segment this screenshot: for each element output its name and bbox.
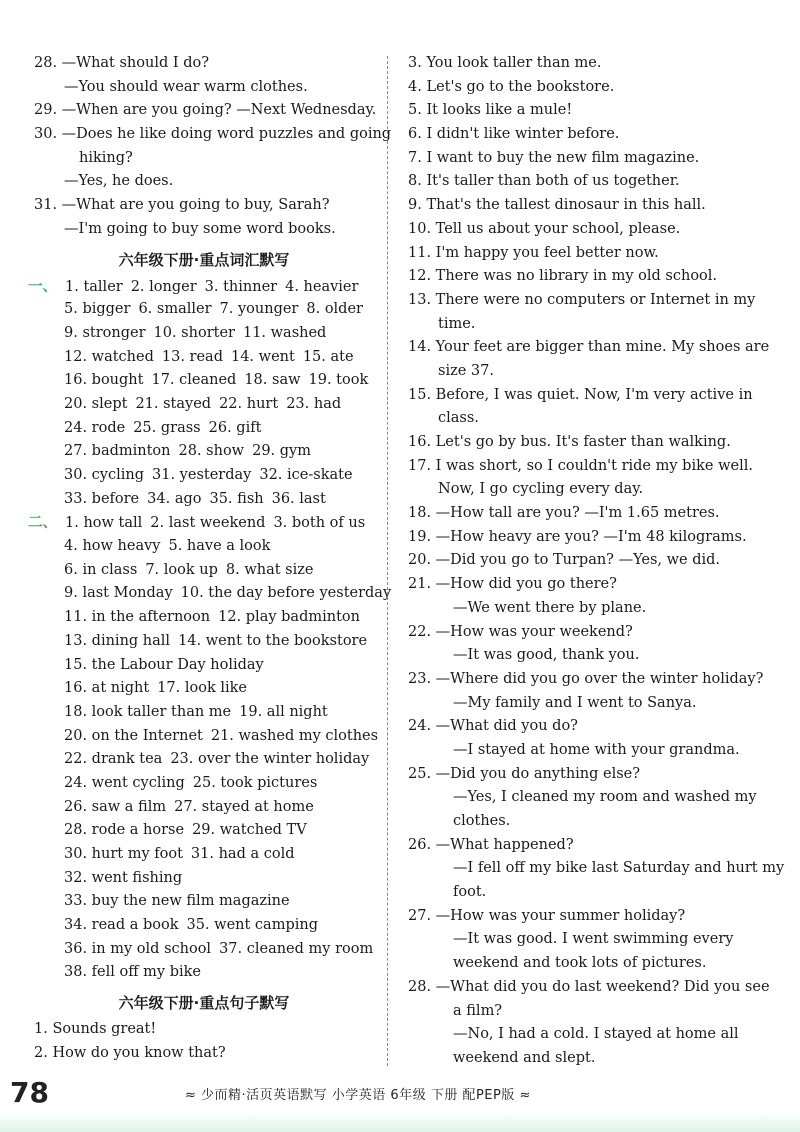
word-item: 32. went fishing bbox=[64, 869, 183, 886]
word-item: 38. fell off my bike bbox=[64, 964, 201, 981]
word-item: 2. last weekend bbox=[150, 515, 266, 532]
sentence-line: 18. —How tall are you? —I'm 1.65 metres. bbox=[408, 505, 720, 522]
sentence-line: weekend and took lots of pictures. bbox=[453, 955, 707, 972]
word-item: 18. look taller than me bbox=[64, 703, 232, 720]
sentence-line: 9. That's the tallest dinosaur in this hall. bbox=[408, 197, 706, 214]
word-row bbox=[34, 725, 379, 749]
word-item: 31. had a cold bbox=[190, 846, 295, 862]
word-item: 19. all night bbox=[239, 703, 328, 720]
word-row bbox=[34, 393, 374, 417]
word-item: 3. thinner bbox=[204, 278, 278, 295]
word-item: 5. have a look bbox=[168, 538, 271, 555]
sentence-line: 6. I didn't like winter before. bbox=[408, 126, 620, 143]
word-item: 5. bigger bbox=[64, 301, 131, 318]
word-row bbox=[34, 938, 374, 962]
footer-wave-decoration bbox=[0, 1112, 800, 1132]
word-item: 10. the day before yesterday bbox=[180, 585, 392, 602]
word-item: 7. look up bbox=[145, 561, 218, 578]
word-row bbox=[34, 535, 374, 559]
word-item: 25. took pictures bbox=[192, 774, 318, 791]
sentence-line: a film? bbox=[453, 1002, 503, 1019]
sentence-line: class. bbox=[438, 410, 479, 427]
sentence-line: size 37. bbox=[438, 362, 494, 379]
sentence-line: —You should wear warm clothes. bbox=[64, 78, 308, 95]
word-item: 29. gym bbox=[252, 443, 311, 460]
word-row bbox=[34, 488, 374, 512]
sentence-line: 14. Your feet are bigger than mine. My shoes are bbox=[408, 339, 770, 356]
sentence-line: 20. —Did you go to Turpan? —Yes, we did. bbox=[408, 552, 721, 569]
sentence-line: 4. Let's go to the bookstore. bbox=[408, 78, 615, 95]
word-item: 37. cleaned my room bbox=[219, 940, 374, 957]
sentence-line: 29. —When are you going? —Next Wednesday. bbox=[34, 102, 377, 119]
word-item: 20. on the Internet bbox=[64, 727, 203, 744]
word-row bbox=[34, 582, 392, 606]
word-item: 32. ice-skate bbox=[259, 467, 353, 483]
word-item: 26. saw a film bbox=[64, 798, 167, 815]
sentence-line: 10. Tell us about your school, please. bbox=[408, 220, 681, 237]
word-item: 27. badminton bbox=[64, 443, 171, 460]
word-row bbox=[34, 961, 374, 985]
sentence-line: Now, I go cycling every day. bbox=[438, 481, 644, 498]
page-number: 78 bbox=[10, 1076, 49, 1109]
page-footer bbox=[0, 1072, 800, 1132]
word-item: 8. older bbox=[306, 301, 363, 318]
word-item: 8. what size bbox=[225, 561, 314, 578]
word-row bbox=[34, 819, 374, 843]
section-heading-sentences: 六年级下册·重点句子默写 bbox=[118, 994, 290, 1013]
word-item: 15. the Labour Day holiday bbox=[64, 656, 264, 673]
word-item: 35. fish bbox=[209, 490, 264, 507]
sentence-line: hiking? bbox=[79, 149, 133, 166]
sentence-line: 5. It looks like a mule! bbox=[408, 102, 573, 119]
section-heading-words: 六年级下册·重点词汇默写 bbox=[118, 250, 290, 269]
word-row bbox=[34, 630, 374, 654]
sentence-line: —I fell off my bike last Saturday and hurt my bbox=[453, 860, 785, 877]
sentence-line: 25. —Did you do anything else? bbox=[408, 765, 641, 782]
word-item: 14. went bbox=[230, 348, 295, 365]
sentence-line: 26. —What happened? bbox=[408, 836, 574, 853]
word-item: 23. over the winter holiday bbox=[170, 751, 370, 768]
footer-title: ≈ 少而精·活页英语默写 小学英语 6年级 下册 配PEP版 ≈ bbox=[185, 1088, 531, 1103]
word-item: 1. how tall bbox=[65, 515, 143, 532]
word-item: 3. both of us bbox=[273, 515, 366, 532]
word-item: 22. hurt bbox=[219, 395, 279, 412]
word-item: 11. in the afternoon bbox=[64, 609, 211, 626]
sentence-line: 2. How do you know that? bbox=[34, 1044, 226, 1061]
word-item: 7. younger bbox=[219, 301, 299, 318]
word-item: 33. before bbox=[64, 490, 140, 507]
word-item: 15. ate bbox=[302, 348, 354, 365]
column-divider bbox=[387, 56, 388, 1066]
sentence-line: 16. Let's go by bus. It's faster than walking. bbox=[408, 434, 731, 450]
word-item: 21. washed my clothes bbox=[210, 727, 379, 744]
sentence-line: weekend and slept. bbox=[453, 1049, 596, 1066]
word-row bbox=[34, 440, 374, 464]
sentence-line: time. bbox=[438, 315, 476, 332]
sentence-line: 11. I'm happy you feel better now. bbox=[408, 244, 659, 261]
word-item: 23. had bbox=[286, 395, 342, 412]
word-item: 17. look like bbox=[157, 680, 247, 697]
word-item: 28. show bbox=[178, 443, 245, 460]
word-item: 16. at night bbox=[64, 680, 150, 697]
sentence-line: —Yes, he does. bbox=[64, 173, 174, 190]
sentence-line: —It was good. I went swimming every bbox=[453, 931, 734, 948]
sentence-line: 31. —What are you going to buy, Sarah? bbox=[34, 197, 330, 214]
word-item: 20. slept bbox=[64, 395, 128, 412]
word-row bbox=[34, 677, 374, 701]
word-item: 22. drank tea bbox=[64, 751, 163, 768]
word-item: 13. read bbox=[161, 348, 223, 365]
sentence-line: —I stayed at home with your grandma. bbox=[453, 741, 740, 758]
sentence-line: 15. Before, I was quiet. Now, I'm very active in bbox=[408, 386, 753, 403]
word-row bbox=[34, 559, 374, 583]
word-item: 21. stayed bbox=[135, 395, 212, 412]
section-two-mark: 二、 bbox=[28, 514, 57, 532]
word-item: 4. heavier bbox=[285, 278, 359, 295]
sentence-line: 27. —How was your summer holiday? bbox=[408, 907, 686, 924]
word-item: 36. in my old school bbox=[64, 940, 212, 957]
word-item: 24. rode bbox=[64, 419, 126, 436]
word-item: 34. ago bbox=[147, 490, 202, 507]
word-row bbox=[34, 654, 374, 678]
word-row bbox=[28, 511, 374, 535]
word-item: 30. hurt my foot bbox=[64, 846, 183, 862]
word-item: 27. stayed at home bbox=[174, 798, 314, 815]
sentence-line: 21. —How did you go there? bbox=[408, 576, 617, 593]
word-item: 6. in class bbox=[64, 561, 138, 578]
sentence-line: 3. You look taller than me. bbox=[408, 55, 602, 71]
sentence-line: clothes. bbox=[453, 813, 511, 829]
word-item: 14. went to the bookstore bbox=[178, 632, 368, 649]
sentence-line: 13. There were no computers or Internet in my bbox=[408, 291, 756, 308]
word-row bbox=[34, 417, 374, 441]
word-item: 2. longer bbox=[130, 278, 197, 295]
sentence-line: 23. —Where did you go over the winter holiday? bbox=[408, 670, 764, 687]
sentence-line: —We went there by plane. bbox=[453, 599, 647, 616]
sentence-line: 28. —What should I do? bbox=[34, 55, 209, 71]
word-item: 1. taller bbox=[65, 278, 123, 295]
word-row bbox=[34, 346, 374, 370]
word-item: 31. yesterday bbox=[152, 467, 252, 483]
word-row bbox=[34, 867, 374, 891]
sentence-line: —It was good, thank you. bbox=[453, 647, 640, 664]
word-item: 6. smaller bbox=[138, 301, 212, 318]
word-item: 9. last Monday bbox=[64, 585, 173, 602]
word-item: 18. saw bbox=[244, 372, 301, 389]
word-item: 12. play badminton bbox=[218, 609, 360, 626]
sentence-line: 7. I want to buy the new film magazine. bbox=[408, 149, 700, 166]
word-item: 10. shorter bbox=[153, 324, 235, 341]
left-column bbox=[28, 52, 392, 1066]
sentence-line: foot. bbox=[453, 884, 487, 901]
word-item: 16. bought bbox=[64, 372, 144, 389]
word-item: 36. last bbox=[271, 490, 326, 507]
word-item: 19. took bbox=[308, 372, 369, 389]
sentence-line: 1. Sounds great! bbox=[34, 1021, 157, 1038]
sentence-line: —Yes, I cleaned my room and washed my bbox=[453, 789, 757, 806]
word-row bbox=[28, 275, 374, 299]
section-one-mark: 一、 bbox=[28, 277, 57, 295]
sentence-line: 8. It's taller than both of us together. bbox=[408, 173, 680, 190]
word-row bbox=[34, 772, 374, 796]
sentence-line: 17. I was short, so I couldn't ride my bike well. bbox=[408, 457, 753, 474]
word-row bbox=[34, 748, 374, 772]
word-item: 34. read a book bbox=[64, 917, 179, 934]
word-row bbox=[34, 890, 374, 914]
sentence-line: 24. —What did you do? bbox=[408, 718, 578, 735]
sentence-line: —I'm going to buy some word books. bbox=[64, 220, 336, 237]
word-item: 13. dining hall bbox=[64, 632, 171, 649]
sentence-line: 28. —What did you do last weekend? Did you see bbox=[408, 978, 770, 995]
word-item: 17. cleaned bbox=[151, 372, 237, 389]
word-item: 35. went camping bbox=[186, 917, 318, 934]
sentence-line: 19. —How heavy are you? —I'm 48 kilograms. bbox=[408, 528, 747, 545]
word-row bbox=[34, 464, 374, 488]
word-row bbox=[34, 298, 374, 322]
word-item: 24. went cycling bbox=[64, 774, 185, 791]
word-row bbox=[34, 701, 374, 725]
word-item: 29. watched TV bbox=[192, 822, 307, 839]
word-row bbox=[34, 914, 374, 938]
word-item: 28. rode a horse bbox=[64, 822, 185, 839]
word-item: 30. cycling bbox=[64, 467, 144, 483]
sentence-line: 30. —Does he like doing word puzzles and going bbox=[34, 126, 392, 143]
word-item: 26. gift bbox=[208, 419, 262, 436]
sentence-line: 22. —How was your weekend? bbox=[408, 623, 633, 640]
word-row bbox=[34, 369, 374, 393]
sentence-line: 12. There was no library in my old school. bbox=[408, 268, 718, 285]
word-item: 12. watched bbox=[64, 348, 154, 365]
word-item: 11. washed bbox=[242, 324, 327, 341]
word-item: 9. stronger bbox=[64, 324, 146, 341]
word-item: 25. grass bbox=[133, 419, 201, 436]
word-row bbox=[34, 606, 374, 630]
sentence-line: —My family and I went to Sanya. bbox=[453, 694, 697, 711]
right-column bbox=[408, 52, 785, 1071]
word-row bbox=[34, 796, 374, 820]
sentence-line: —No, I had a cold. I stayed at home all bbox=[453, 1026, 739, 1043]
word-item: 33. buy the new film magazine bbox=[64, 893, 290, 910]
word-row bbox=[34, 843, 374, 867]
word-row bbox=[34, 322, 374, 346]
word-item: 4. how heavy bbox=[64, 538, 161, 555]
